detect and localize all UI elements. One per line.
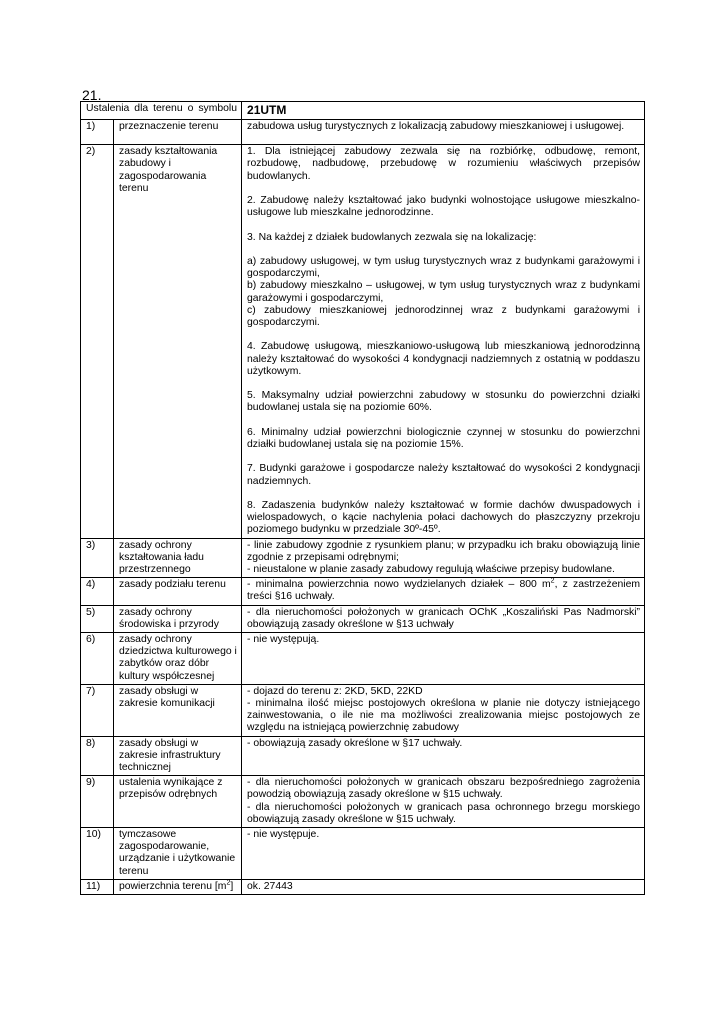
zoning-table <box>80 101 645 895</box>
table-row <box>81 684 645 736</box>
rule-paragraph: 8. Zadaszenia budynków należy kształtować w formie dachów dwuspadowych i wielospadowych, o kącie nachylenia połaci dachowych do płaszczyzny przekroju poziomego budynku w przedziale 30º-45º. <box>247 499 641 536</box>
row-text: zabudowa usług turystycznych z lokalizacją zabudowy mieszkaniowej i usługowej. <box>242 120 645 145</box>
rule-paragraph: 1. Dla istniejącej zabudowy zezwala się na rozbiórkę, odbudowę, remont, rozbudowę, nadbudowę, przebudowę w rozumieniu właściwych przepisów budowlanych. <box>247 146 641 182</box>
row-text-line: - dojazd do terenu z: 2KD, 5KD, 22KD <box>247 685 423 697</box>
rule-subitem: a) zabudowy usługowej, w tym usług turystycznych wraz z budynkami garażowymi i gospodarczymi, <box>247 255 641 280</box>
row-number: 10) <box>81 828 114 880</box>
rule-paragraph: 5. Maksymalny udział powierzchni zabudowy w stosunku do powierzchni działki budowlanej ustala się na poziomie 60%. <box>247 390 641 414</box>
rule-subitem: b) zabudowy mieszkalno – usługowej, w tym usług turystycznych wraz z budynkami garażowymi i gospodarczymi, <box>247 280 641 304</box>
row-number: 3) <box>81 538 114 578</box>
row-text <box>242 538 645 578</box>
rule-subitem: c) zabudowy mieszkaniowej jednorodzinnej wraz z budynkami garażowymi i gospodarczymi. <box>247 304 641 328</box>
row-text <box>242 578 645 605</box>
rule-paragraph: 6. Minimalny udział powierzchni biologicznie czynnej w stosunku do powierzchni działki budowlanej ustala się na poziomie 15%. <box>247 426 641 450</box>
row-text: - dla nieruchomości położonych w granicach OChK „Koszaliński Pas Nadmorski” obowiązują zasady określone w §13 uchwały <box>242 605 645 632</box>
row-number: 6) <box>81 633 114 685</box>
row-label: zasady ochrony kształtowania ładu przestrzennego <box>114 538 242 578</box>
row-label: zasady obsługi w zakresie komunikacji <box>114 684 242 736</box>
row-label: zasady obsługi w zakresie infrastruktury technicznej <box>114 736 242 776</box>
table-header-row <box>81 102 645 120</box>
row-text-line: - nieustalone w planie zasady zabudowy regulują właściwe przepisy budowlane. <box>247 563 615 575</box>
header-symbol-cell <box>242 102 645 120</box>
row-number: 4) <box>81 578 114 605</box>
rule-paragraph: 4. Zabudowę usługową, mieszkaniowo-usługową lub mieszkaniową jednorodzinną należy kształtować do wysokości 4 kondygnacji nadziemnych z ostatnią w poddaszu użytkowym. <box>247 341 641 377</box>
row-label: tymczasowe zagospodarowanie, urządzanie i użytkowanie terenu <box>114 828 242 880</box>
row-number: 1) <box>81 120 114 145</box>
row-text: - nie występują. <box>242 633 645 685</box>
row-number: 11) <box>81 879 114 894</box>
rule-subitems <box>247 256 640 329</box>
row-label: zasady kształtowania zabudowy i zagospodarowania terenu <box>114 145 242 538</box>
table-row <box>81 538 645 578</box>
header-label-cell <box>81 102 242 120</box>
row-text: - nie występuje. <box>242 828 645 880</box>
row-label-part: ] <box>230 880 234 892</box>
area-symbol: 21UTM <box>247 103 287 117</box>
table-row <box>81 145 645 538</box>
table-row <box>81 776 645 828</box>
row-text: - obowiązują zasady określone w §17 uchwały. <box>242 736 645 776</box>
row-label: zasady ochrony dziedzictwa kulturowego i zabytków oraz dóbr kultury współczesnej <box>114 633 242 685</box>
table-row <box>81 736 645 776</box>
row-label: przeznaczenie terenu <box>114 120 242 145</box>
row-label: zasady ochrony środowiska i przyrody <box>114 605 242 632</box>
rule-paragraph: 7. Budynki garażowe i gospodarcze należy kształtować do wysokości 2 kondygnacji nadziemnych. <box>247 463 641 487</box>
row-number: 7) <box>81 684 114 736</box>
header-label: Ustalenia dla terenu o symbolu <box>86 103 238 114</box>
row-text <box>242 776 645 828</box>
table-row <box>81 633 645 685</box>
row-text <box>242 145 645 538</box>
row-number: 5) <box>81 605 114 632</box>
row-label-part: powierzchnia terenu [m <box>119 880 227 892</box>
section-number: 21. <box>82 87 102 103</box>
rule-paragraph: 3. Na każdej z działek budowlanych zezwala się na lokalizację: <box>247 231 537 243</box>
row-text <box>242 684 645 736</box>
table-row <box>81 879 645 894</box>
row-number: 8) <box>81 736 114 776</box>
row-text-line: - minimalna ilość miejsc postojowych określona w planie nie dotyczy istniejącego zainwestowania, o ile nie ma możliwości zrealizowania miejsc postojowych ze względu na istniejącą powierzchnię zabudowy <box>247 698 641 734</box>
row-text-part: , z zastrzeżeniem treści §16 uchwały. <box>247 579 641 603</box>
table-row <box>81 578 645 605</box>
row-number: 2) <box>81 145 114 538</box>
table-row <box>81 605 645 632</box>
row-text-part: - minimalna powierzchnia nowo wydzielanych działek – 800 m <box>247 579 551 591</box>
row-number: 9) <box>81 776 114 828</box>
row-label: zasady podziału terenu <box>114 578 242 605</box>
superscript: 2 <box>550 577 555 585</box>
row-label: ustalenia wynikające z przepisów odrębnych <box>114 776 242 828</box>
table-row <box>81 120 645 145</box>
row-text-line: - dla nieruchomości położonych w granicach pasa ochronnego brzegu morskiego obowiązują zasady określone w §15 uchwały. <box>247 801 641 825</box>
rule-paragraph: 2. Zabudowę należy kształtować jako budynki wolnostojące usługowe mieszkalno-usługowe lub mieszkalne jednorodzinne. <box>247 195 641 219</box>
row-text-line: - dla nieruchomości położonych w granicach obszaru bezpośredniego zagrożenia powodzią obowiązują zasady określone w §15 uchwały. <box>247 777 641 801</box>
table-row <box>81 828 645 880</box>
row-label <box>114 879 242 894</box>
row-text: ok. 27443 <box>242 879 645 894</box>
superscript: 2 <box>226 879 231 887</box>
row-text-line: - linie zabudowy zgodnie z rysunkiem planu; w przypadku ich braku obowiązują linie zgodnie z przepisami odrębnymi; <box>247 539 641 563</box>
